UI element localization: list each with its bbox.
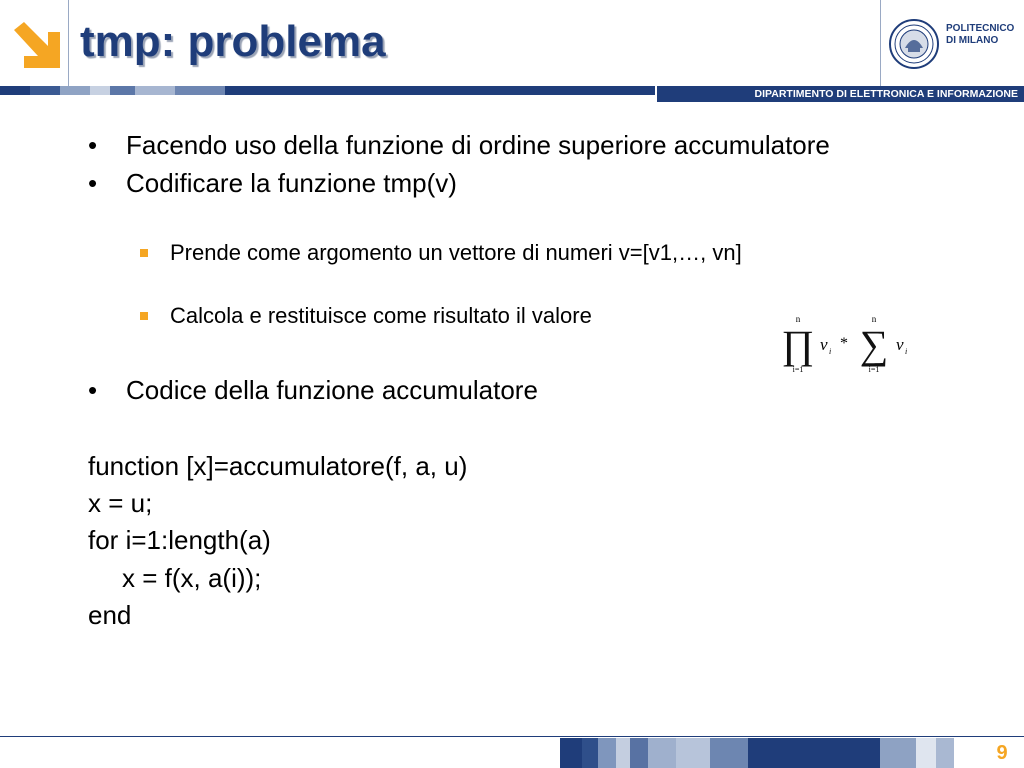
prod-lower: i=1: [792, 365, 804, 374]
page-number: 9: [996, 742, 1008, 764]
prod-sub: i: [829, 347, 832, 356]
bullet-marker: •: [88, 168, 98, 198]
svg-text:∏: ∏: [781, 322, 815, 367]
university-name-line1: POLITECNICO: [946, 23, 1015, 34]
arrow-logo-icon: [12, 20, 64, 72]
sum-var: v: [896, 335, 904, 354]
bullet-marker: •: [88, 130, 98, 160]
slide-title: tmp: problema: [80, 17, 386, 66]
header-divider: [68, 0, 69, 86]
department-name: DIPARTIMENTO DI ELETTRONICA E INFORMAZIONE: [754, 88, 1018, 100]
code-line: function [x]=accumulatore(f, a, u): [88, 451, 468, 481]
university-name-line2: DI MILANO: [946, 35, 999, 46]
formula-op: *: [840, 335, 848, 352]
sub-bullet-text: Prende come argomento un vettore di numeri v=[v1,…, vn]: [170, 240, 742, 265]
sub-bullet-text: Calcola e restituisce come risultato il valore: [170, 303, 592, 328]
svg-text:∑: ∑: [859, 322, 889, 367]
bullet-text: Codificare la funzione tmp(v): [126, 168, 457, 198]
code-line: x = u;: [88, 488, 153, 518]
university-seal-icon: [888, 18, 940, 70]
square-bullet-icon: [140, 312, 148, 320]
sum-upper: n: [871, 314, 877, 324]
sum-sub: i: [905, 347, 908, 356]
code-line: for i=1:length(a): [88, 525, 271, 555]
footer-color-strip: [560, 738, 972, 768]
footer-divider: [0, 736, 1024, 737]
header-divider: [880, 0, 881, 86]
code-line: x = f(x, a(i));: [122, 563, 262, 593]
formula-product-times-sum: [780, 312, 920, 374]
bullet-marker: •: [88, 375, 98, 405]
sum-lower: i=1: [868, 365, 880, 374]
prod-upper: n: [795, 314, 801, 324]
bullet-text: Codice della funzione accumulatore: [126, 375, 538, 405]
bullet-text: Facendo uso della funzione di ordine superiore accumulatore: [126, 130, 830, 160]
university-name: [946, 23, 1014, 47]
code-line: end: [88, 600, 132, 630]
square-bullet-icon: [140, 249, 148, 257]
header-color-strip: [0, 86, 655, 95]
prod-var: v: [820, 335, 828, 354]
